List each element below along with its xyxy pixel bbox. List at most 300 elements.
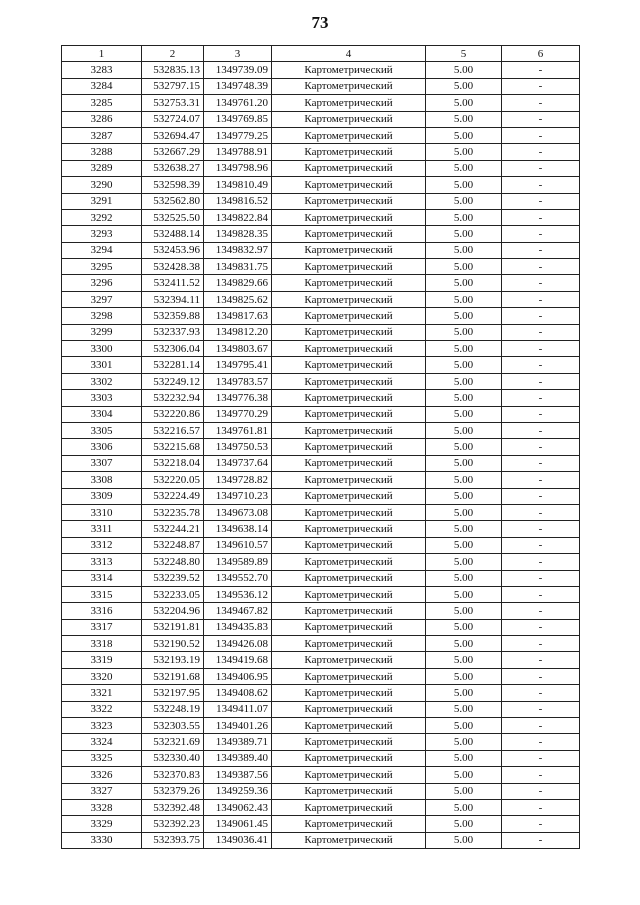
- note-cell: -: [502, 275, 580, 291]
- table-row: [62, 193, 580, 209]
- point-number-cell: 3299: [62, 324, 142, 340]
- page-number: 73: [311, 13, 329, 32]
- table-row: [62, 799, 580, 815]
- table-body: [62, 62, 580, 849]
- method-cell: Картометрический: [272, 472, 426, 488]
- y-coordinate-cell: 1349739.09: [204, 62, 272, 78]
- note-cell: -: [502, 95, 580, 111]
- point-number-cell: 3294: [62, 242, 142, 258]
- note-cell: -: [502, 308, 580, 324]
- y-coordinate-cell: 1349817.63: [204, 308, 272, 324]
- accuracy-cell: 5.00: [426, 390, 502, 406]
- table-row: [62, 455, 580, 471]
- x-coordinate-cell: 532218.04: [142, 455, 204, 471]
- table-row: [62, 275, 580, 291]
- point-number-cell: 3325: [62, 750, 142, 766]
- table-row: [62, 504, 580, 520]
- note-cell: -: [502, 652, 580, 668]
- point-number-cell: 3309: [62, 488, 142, 504]
- point-number-cell: 3313: [62, 554, 142, 570]
- note-cell: -: [502, 504, 580, 520]
- method-cell: Картометрический: [272, 570, 426, 586]
- accuracy-cell: 5.00: [426, 504, 502, 520]
- x-coordinate-cell: 532191.68: [142, 668, 204, 684]
- x-coordinate-cell: 532235.78: [142, 504, 204, 520]
- x-coordinate-cell: 532193.19: [142, 652, 204, 668]
- x-coordinate-cell: 532394.11: [142, 291, 204, 307]
- note-cell: -: [502, 767, 580, 783]
- x-coordinate-cell: 532248.87: [142, 537, 204, 553]
- column-header: 4: [272, 46, 426, 62]
- method-cell: Картометрический: [272, 127, 426, 143]
- accuracy-cell: 5.00: [426, 193, 502, 209]
- table-row: [62, 341, 580, 357]
- point-number-cell: 3327: [62, 783, 142, 799]
- x-coordinate-cell: 532379.26: [142, 783, 204, 799]
- accuracy-cell: 5.00: [426, 422, 502, 438]
- point-number-cell: 3305: [62, 422, 142, 438]
- accuracy-cell: 5.00: [426, 62, 502, 78]
- note-cell: -: [502, 193, 580, 209]
- accuracy-cell: 5.00: [426, 324, 502, 340]
- y-coordinate-cell: 1349408.62: [204, 685, 272, 701]
- accuracy-cell: 5.00: [426, 586, 502, 602]
- method-cell: Картометрический: [272, 291, 426, 307]
- point-number-cell: 3308: [62, 472, 142, 488]
- accuracy-cell: 5.00: [426, 799, 502, 815]
- x-coordinate-cell: 532190.52: [142, 636, 204, 652]
- y-coordinate-cell: 1349728.82: [204, 472, 272, 488]
- point-number-cell: 3287: [62, 127, 142, 143]
- note-cell: -: [502, 455, 580, 471]
- table-row: [62, 390, 580, 406]
- note-cell: -: [502, 816, 580, 832]
- point-number-cell: 3296: [62, 275, 142, 291]
- table-row: [62, 636, 580, 652]
- note-cell: -: [502, 160, 580, 176]
- y-coordinate-cell: 1349552.70: [204, 570, 272, 586]
- table-row: [62, 373, 580, 389]
- point-number-cell: 3289: [62, 160, 142, 176]
- point-number-cell: 3283: [62, 62, 142, 78]
- x-coordinate-cell: 532638.27: [142, 160, 204, 176]
- note-cell: -: [502, 242, 580, 258]
- method-cell: Картометрический: [272, 357, 426, 373]
- column-header: 6: [502, 46, 580, 62]
- method-cell: Картометрический: [272, 799, 426, 815]
- y-coordinate-cell: 1349610.57: [204, 537, 272, 553]
- method-cell: Картометрический: [272, 144, 426, 160]
- table-row: [62, 226, 580, 242]
- note-cell: -: [502, 685, 580, 701]
- accuracy-cell: 5.00: [426, 341, 502, 357]
- y-coordinate-cell: 1349389.40: [204, 750, 272, 766]
- x-coordinate-cell: 532281.14: [142, 357, 204, 373]
- table-row: [62, 406, 580, 422]
- method-cell: Картометрический: [272, 193, 426, 209]
- method-cell: Картометрический: [272, 554, 426, 570]
- accuracy-cell: 5.00: [426, 357, 502, 373]
- table-row: [62, 685, 580, 701]
- method-cell: Картометрический: [272, 685, 426, 701]
- table-row: [62, 488, 580, 504]
- y-coordinate-cell: 1349761.81: [204, 422, 272, 438]
- point-number-cell: 3292: [62, 209, 142, 225]
- table-row: [62, 832, 580, 848]
- x-coordinate-cell: 532359.88: [142, 308, 204, 324]
- point-number-cell: 3315: [62, 586, 142, 602]
- method-cell: Картометрический: [272, 406, 426, 422]
- point-number-cell: 3319: [62, 652, 142, 668]
- note-cell: -: [502, 799, 580, 815]
- point-number-cell: 3301: [62, 357, 142, 373]
- point-number-cell: 3304: [62, 406, 142, 422]
- note-cell: -: [502, 324, 580, 340]
- note-cell: -: [502, 62, 580, 78]
- accuracy-cell: 5.00: [426, 537, 502, 553]
- table-row: [62, 472, 580, 488]
- y-coordinate-cell: 1349036.41: [204, 832, 272, 848]
- y-coordinate-cell: 1349816.52: [204, 193, 272, 209]
- note-cell: -: [502, 439, 580, 455]
- method-cell: Картометрический: [272, 95, 426, 111]
- method-cell: Картометрический: [272, 504, 426, 520]
- x-coordinate-cell: 532411.52: [142, 275, 204, 291]
- x-coordinate-cell: 532694.47: [142, 127, 204, 143]
- accuracy-cell: 5.00: [426, 226, 502, 242]
- table-row: [62, 259, 580, 275]
- point-number-cell: 3314: [62, 570, 142, 586]
- method-cell: Картометрический: [272, 324, 426, 340]
- x-coordinate-cell: 532220.05: [142, 472, 204, 488]
- method-cell: Картометрический: [272, 242, 426, 258]
- accuracy-cell: 5.00: [426, 177, 502, 193]
- point-number-cell: 3300: [62, 341, 142, 357]
- y-coordinate-cell: 1349810.49: [204, 177, 272, 193]
- accuracy-cell: 5.00: [426, 636, 502, 652]
- note-cell: -: [502, 718, 580, 734]
- x-coordinate-cell: 532216.57: [142, 422, 204, 438]
- method-cell: Картометрический: [272, 209, 426, 225]
- note-cell: -: [502, 521, 580, 537]
- y-coordinate-cell: 1349783.57: [204, 373, 272, 389]
- x-coordinate-cell: 532392.48: [142, 799, 204, 815]
- method-cell: Картометрический: [272, 111, 426, 127]
- method-cell: Картометрический: [272, 832, 426, 848]
- accuracy-cell: 5.00: [426, 816, 502, 832]
- y-coordinate-cell: 1349770.29: [204, 406, 272, 422]
- note-cell: -: [502, 734, 580, 750]
- x-coordinate-cell: 532321.69: [142, 734, 204, 750]
- method-cell: Картометрический: [272, 160, 426, 176]
- method-cell: Картометрический: [272, 439, 426, 455]
- point-number-cell: 3328: [62, 799, 142, 815]
- method-cell: Картометрический: [272, 668, 426, 684]
- table-row: [62, 242, 580, 258]
- accuracy-cell: 5.00: [426, 701, 502, 717]
- method-cell: Картометрический: [272, 521, 426, 537]
- method-cell: Картометрический: [272, 390, 426, 406]
- note-cell: -: [502, 422, 580, 438]
- x-coordinate-cell: 532453.96: [142, 242, 204, 258]
- table-row: [62, 160, 580, 176]
- x-coordinate-cell: 532525.50: [142, 209, 204, 225]
- accuracy-cell: 5.00: [426, 832, 502, 848]
- x-coordinate-cell: 532248.80: [142, 554, 204, 570]
- point-number-cell: 3302: [62, 373, 142, 389]
- method-cell: Картометрический: [272, 718, 426, 734]
- table-row: [62, 734, 580, 750]
- accuracy-cell: 5.00: [426, 308, 502, 324]
- note-cell: -: [502, 668, 580, 684]
- note-cell: -: [502, 291, 580, 307]
- accuracy-cell: 5.00: [426, 783, 502, 799]
- y-coordinate-cell: 1349638.14: [204, 521, 272, 537]
- table-row: [62, 586, 580, 602]
- x-coordinate-cell: 532197.95: [142, 685, 204, 701]
- point-number-cell: 3284: [62, 78, 142, 94]
- method-cell: Картометрический: [272, 816, 426, 832]
- note-cell: -: [502, 259, 580, 275]
- x-coordinate-cell: 532753.31: [142, 95, 204, 111]
- accuracy-cell: 5.00: [426, 472, 502, 488]
- x-coordinate-cell: 532724.07: [142, 111, 204, 127]
- method-cell: Картометрический: [272, 767, 426, 783]
- coordinates-table: [61, 45, 580, 849]
- x-coordinate-cell: 532428.38: [142, 259, 204, 275]
- accuracy-cell: 5.00: [426, 127, 502, 143]
- table-row: [62, 652, 580, 668]
- note-cell: -: [502, 209, 580, 225]
- y-coordinate-cell: 1349798.96: [204, 160, 272, 176]
- x-coordinate-cell: 532220.86: [142, 406, 204, 422]
- point-number-cell: 3288: [62, 144, 142, 160]
- point-number-cell: 3285: [62, 95, 142, 111]
- point-number-cell: 3306: [62, 439, 142, 455]
- point-number-cell: 3298: [62, 308, 142, 324]
- point-number-cell: 3293: [62, 226, 142, 242]
- table-row: [62, 308, 580, 324]
- y-coordinate-cell: 1349710.23: [204, 488, 272, 504]
- accuracy-cell: 5.00: [426, 554, 502, 570]
- point-number-cell: 3321: [62, 685, 142, 701]
- y-coordinate-cell: 1349822.84: [204, 209, 272, 225]
- table-row: [62, 422, 580, 438]
- point-number-cell: 3323: [62, 718, 142, 734]
- method-cell: Картометрический: [272, 341, 426, 357]
- accuracy-cell: 5.00: [426, 209, 502, 225]
- method-cell: Картометрический: [272, 275, 426, 291]
- y-coordinate-cell: 1349259.36: [204, 783, 272, 799]
- point-number-cell: 3311: [62, 521, 142, 537]
- note-cell: -: [502, 111, 580, 127]
- x-coordinate-cell: 532370.83: [142, 767, 204, 783]
- point-number-cell: 3286: [62, 111, 142, 127]
- point-number-cell: 3316: [62, 603, 142, 619]
- point-number-cell: 3307: [62, 455, 142, 471]
- accuracy-cell: 5.00: [426, 488, 502, 504]
- point-number-cell: 3310: [62, 504, 142, 520]
- note-cell: -: [502, 554, 580, 570]
- point-number-cell: 3291: [62, 193, 142, 209]
- accuracy-cell: 5.00: [426, 439, 502, 455]
- x-coordinate-cell: 532667.29: [142, 144, 204, 160]
- method-cell: Картометрический: [272, 78, 426, 94]
- y-coordinate-cell: 1349803.67: [204, 341, 272, 357]
- y-coordinate-cell: 1349419.68: [204, 652, 272, 668]
- x-coordinate-cell: 532244.21: [142, 521, 204, 537]
- y-coordinate-cell: 1349795.41: [204, 357, 272, 373]
- method-cell: Картометрический: [272, 488, 426, 504]
- x-coordinate-cell: 532598.39: [142, 177, 204, 193]
- x-coordinate-cell: 532215.68: [142, 439, 204, 455]
- table-row: [62, 95, 580, 111]
- y-coordinate-cell: 1349828.35: [204, 226, 272, 242]
- note-cell: -: [502, 750, 580, 766]
- method-cell: Картометрический: [272, 537, 426, 553]
- y-coordinate-cell: 1349829.66: [204, 275, 272, 291]
- point-number-cell: 3297: [62, 291, 142, 307]
- method-cell: Картометрический: [272, 373, 426, 389]
- y-coordinate-cell: 1349536.12: [204, 586, 272, 602]
- accuracy-cell: 5.00: [426, 685, 502, 701]
- x-coordinate-cell: 532835.13: [142, 62, 204, 78]
- x-coordinate-cell: 532204.96: [142, 603, 204, 619]
- point-number-cell: 3318: [62, 636, 142, 652]
- accuracy-cell: 5.00: [426, 95, 502, 111]
- accuracy-cell: 5.00: [426, 259, 502, 275]
- point-number-cell: 3312: [62, 537, 142, 553]
- accuracy-cell: 5.00: [426, 718, 502, 734]
- method-cell: Картометрический: [272, 750, 426, 766]
- accuracy-cell: 5.00: [426, 734, 502, 750]
- note-cell: -: [502, 603, 580, 619]
- accuracy-cell: 5.00: [426, 373, 502, 389]
- accuracy-cell: 5.00: [426, 242, 502, 258]
- table-row: [62, 701, 580, 717]
- y-coordinate-cell: 1349779.25: [204, 127, 272, 143]
- point-number-cell: 3320: [62, 668, 142, 684]
- table-row: [62, 816, 580, 832]
- note-cell: -: [502, 341, 580, 357]
- table-row: [62, 521, 580, 537]
- y-coordinate-cell: 1349401.26: [204, 718, 272, 734]
- method-cell: Картометрический: [272, 177, 426, 193]
- x-coordinate-cell: 532248.19: [142, 701, 204, 717]
- table-row: [62, 111, 580, 127]
- accuracy-cell: 5.00: [426, 521, 502, 537]
- note-cell: -: [502, 636, 580, 652]
- x-coordinate-cell: 532393.75: [142, 832, 204, 848]
- x-coordinate-cell: 532233.05: [142, 586, 204, 602]
- note-cell: -: [502, 406, 580, 422]
- y-coordinate-cell: 1349387.56: [204, 767, 272, 783]
- x-coordinate-cell: 532249.12: [142, 373, 204, 389]
- table-row: [62, 570, 580, 586]
- table-row: [62, 209, 580, 225]
- point-number-cell: 3330: [62, 832, 142, 848]
- table-row: [62, 177, 580, 193]
- y-coordinate-cell: 1349061.45: [204, 816, 272, 832]
- method-cell: Картометрический: [272, 603, 426, 619]
- accuracy-cell: 5.00: [426, 652, 502, 668]
- method-cell: Картометрический: [272, 259, 426, 275]
- x-coordinate-cell: 532330.40: [142, 750, 204, 766]
- note-cell: -: [502, 144, 580, 160]
- y-coordinate-cell: 1349750.53: [204, 439, 272, 455]
- y-coordinate-cell: 1349776.38: [204, 390, 272, 406]
- note-cell: -: [502, 390, 580, 406]
- note-cell: -: [502, 783, 580, 799]
- note-cell: -: [502, 488, 580, 504]
- y-coordinate-cell: 1349748.39: [204, 78, 272, 94]
- point-number-cell: 3317: [62, 619, 142, 635]
- table-row: [62, 537, 580, 553]
- note-cell: -: [502, 619, 580, 635]
- point-number-cell: 3303: [62, 390, 142, 406]
- column-header: 1: [62, 46, 142, 62]
- note-cell: -: [502, 832, 580, 848]
- table-row: [62, 783, 580, 799]
- x-coordinate-cell: 532239.52: [142, 570, 204, 586]
- note-cell: -: [502, 177, 580, 193]
- method-cell: Картометрический: [272, 783, 426, 799]
- method-cell: Картометрический: [272, 308, 426, 324]
- table-row: [62, 668, 580, 684]
- accuracy-cell: 5.00: [426, 619, 502, 635]
- accuracy-cell: 5.00: [426, 668, 502, 684]
- y-coordinate-cell: 1349406.95: [204, 668, 272, 684]
- y-coordinate-cell: 1349825.62: [204, 291, 272, 307]
- y-coordinate-cell: 1349831.75: [204, 259, 272, 275]
- accuracy-cell: 5.00: [426, 78, 502, 94]
- note-cell: -: [502, 373, 580, 389]
- table-row: [62, 357, 580, 373]
- table-row: [62, 291, 580, 307]
- y-coordinate-cell: 1349589.89: [204, 554, 272, 570]
- method-cell: Картометрический: [272, 586, 426, 602]
- y-coordinate-cell: 1349737.64: [204, 455, 272, 471]
- table-row: [62, 144, 580, 160]
- point-number-cell: 3290: [62, 177, 142, 193]
- x-coordinate-cell: 532232.94: [142, 390, 204, 406]
- y-coordinate-cell: 1349761.20: [204, 95, 272, 111]
- method-cell: Картометрический: [272, 422, 426, 438]
- note-cell: -: [502, 537, 580, 553]
- table-row: [62, 619, 580, 635]
- y-coordinate-cell: 1349673.08: [204, 504, 272, 520]
- point-number-cell: 3329: [62, 816, 142, 832]
- point-number-cell: 3324: [62, 734, 142, 750]
- accuracy-cell: 5.00: [426, 160, 502, 176]
- note-cell: -: [502, 586, 580, 602]
- method-cell: Картометрический: [272, 636, 426, 652]
- table-row: [62, 439, 580, 455]
- x-coordinate-cell: 532488.14: [142, 226, 204, 242]
- point-number-cell: 3326: [62, 767, 142, 783]
- accuracy-cell: 5.00: [426, 144, 502, 160]
- method-cell: Картометрический: [272, 619, 426, 635]
- table-row: [62, 62, 580, 78]
- y-coordinate-cell: 1349812.20: [204, 324, 272, 340]
- y-coordinate-cell: 1349389.71: [204, 734, 272, 750]
- x-coordinate-cell: 532191.81: [142, 619, 204, 635]
- y-coordinate-cell: 1349832.97: [204, 242, 272, 258]
- accuracy-cell: 5.00: [426, 111, 502, 127]
- y-coordinate-cell: 1349062.43: [204, 799, 272, 815]
- y-coordinate-cell: 1349467.82: [204, 603, 272, 619]
- table-row: [62, 750, 580, 766]
